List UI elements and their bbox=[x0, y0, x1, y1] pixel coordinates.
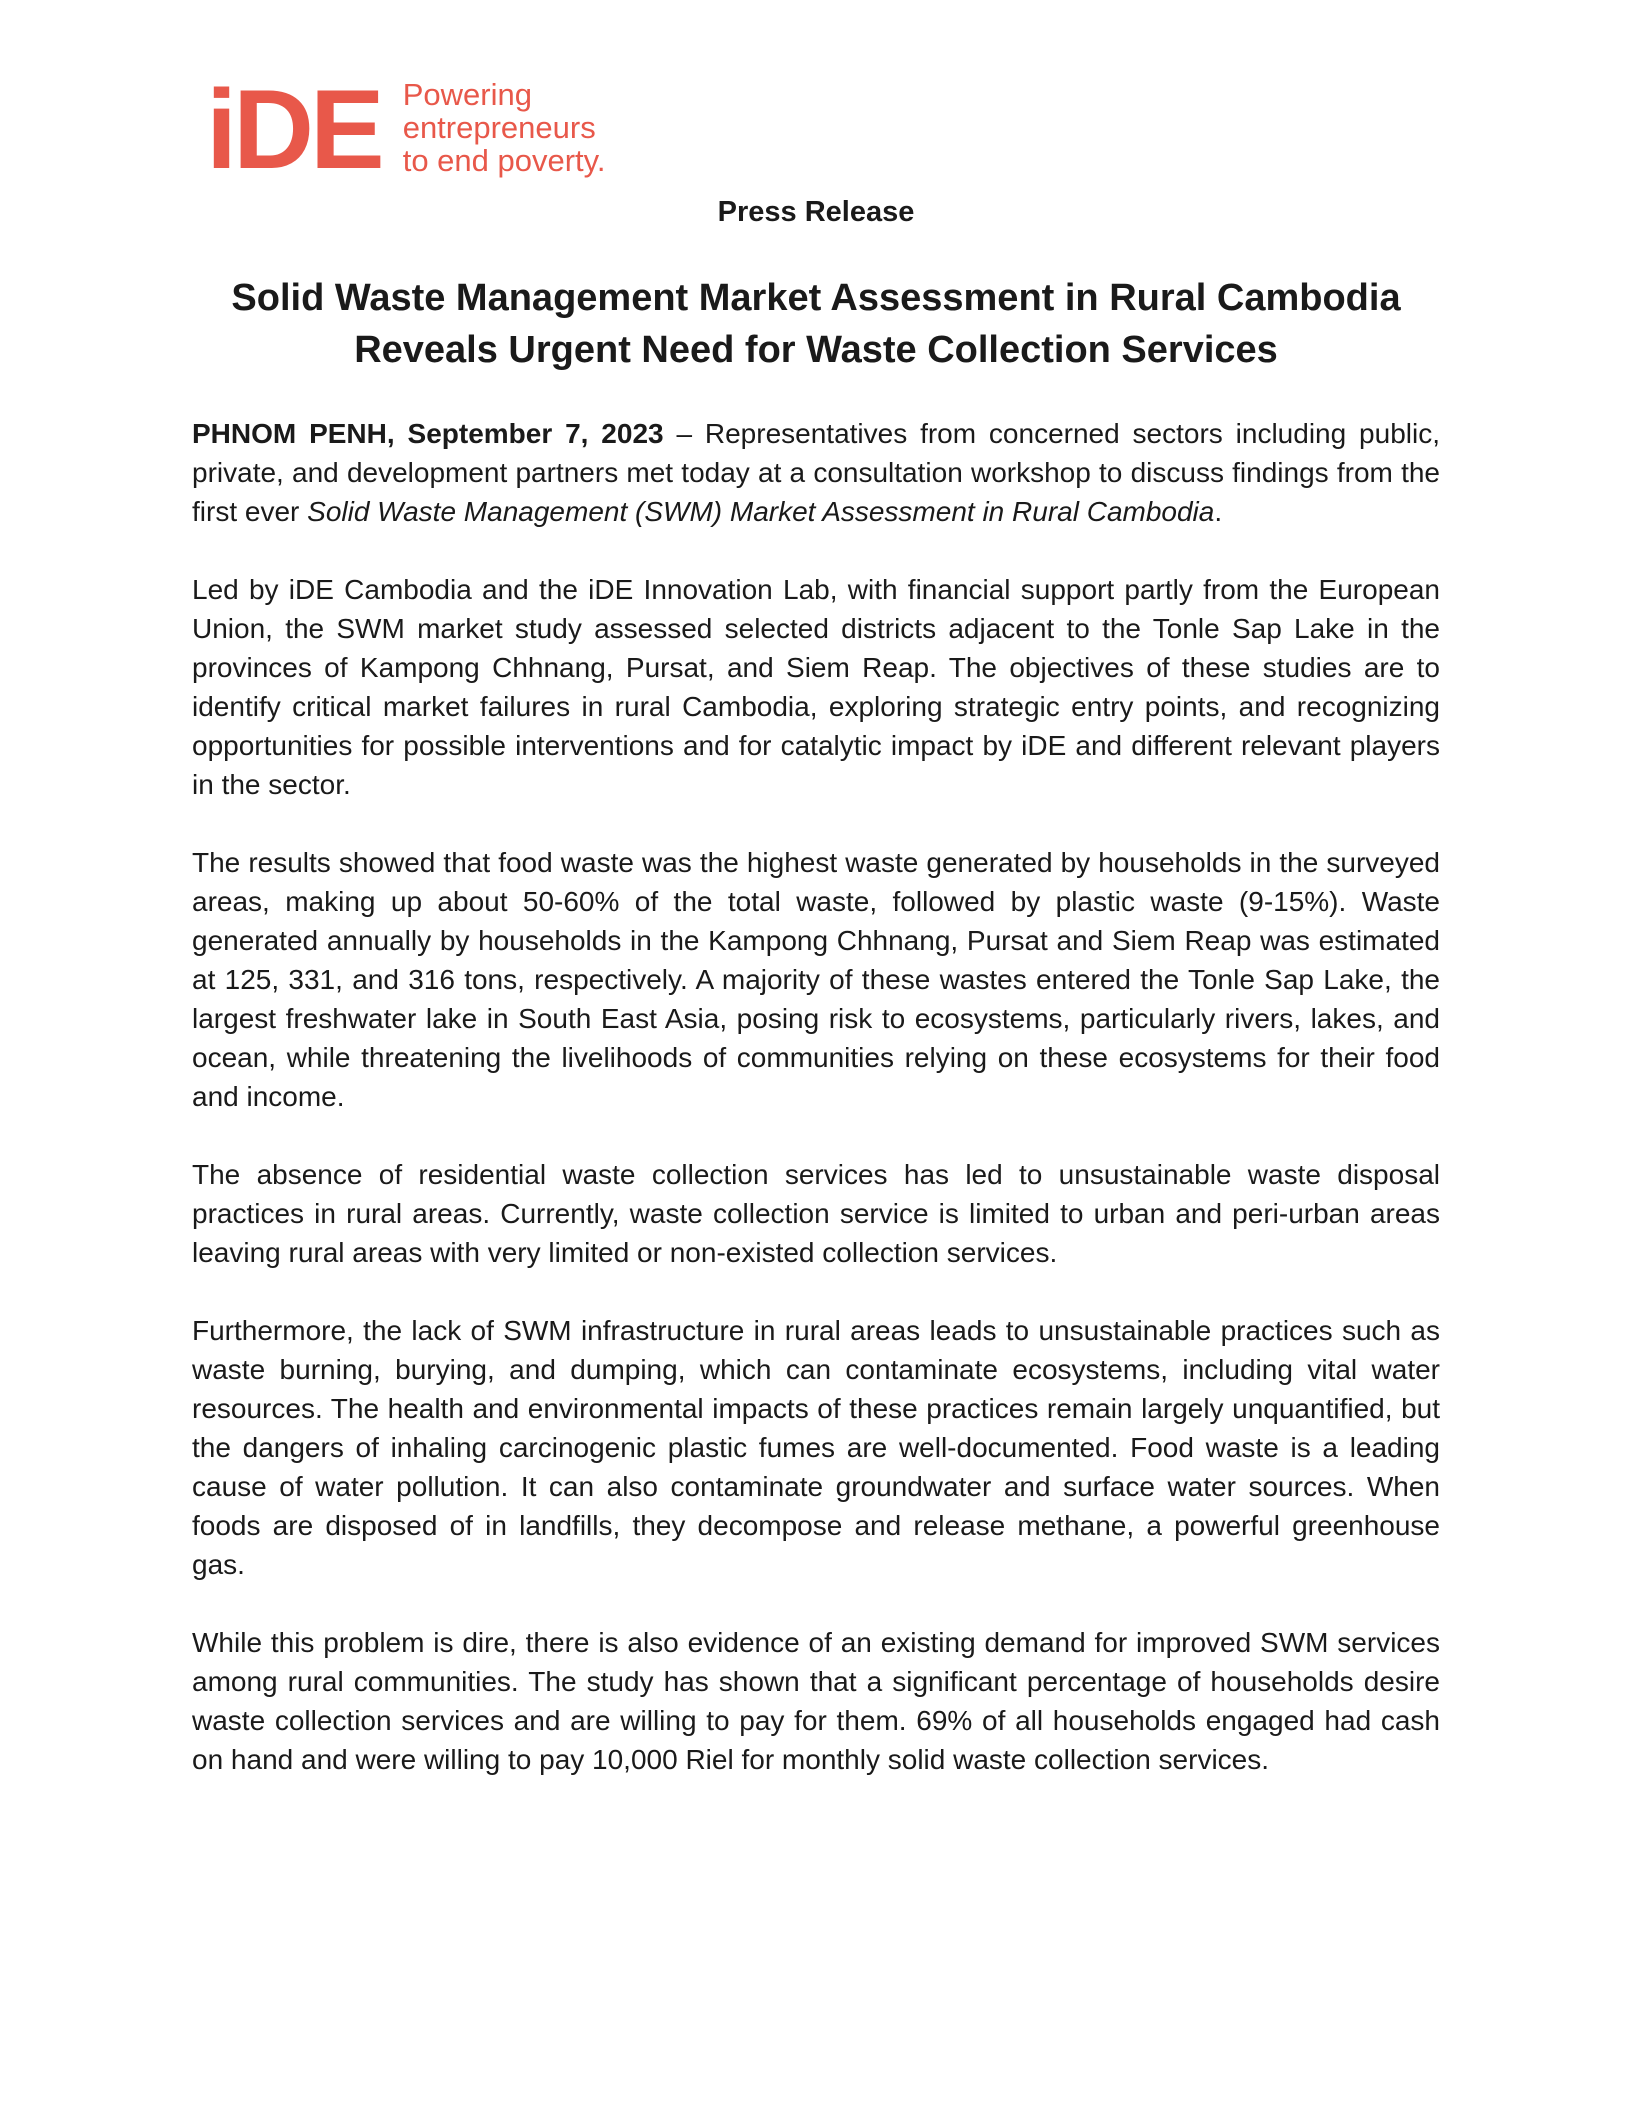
document-type-label: Press Release bbox=[717, 196, 915, 228]
press-release-body bbox=[192, 414, 1440, 1818]
logo-mark: iDE bbox=[206, 67, 381, 192]
logo-tagline-line-3: to end poverty. bbox=[402, 143, 606, 178]
paragraph-6: While this problem is dire, there is also evidence of an existing demand for improved SWM services among rural communities. The study has shown that a significant percentage of households desire waste collection services and are willing to pay for them. 69% of all households engaged had cash on hand and were willing to pay 10,000 Riel for monthly solid waste collection services. bbox=[192, 1627, 1440, 1775]
paragraph-3: The results showed that food waste was the highest waste generated by households in the surveyed areas, making up about 50-60% of the total waste, followed by plastic waste (9-15%). Waste generated annually by households in the Kampong Chhnang, Pursat and Siem Reap was estimated at 125, 331, and 316 tons, respectively. A majority of these wastes entered the Tonle Sap Lake, the largest freshwater lake in South East Asia, posing risk to ecosystems, particularly rivers, lakes, and ocean, while threatening the livelihoods of communities relying on these ecosystems for their food and income. bbox=[192, 847, 1440, 1112]
logo-tagline bbox=[403, 72, 606, 177]
logo-tagline-line-1: Powering bbox=[402, 77, 532, 112]
press-release-headline: Solid Waste Management Market Assessment in Rural Cambodia Reveals Urgent Need for Waste Collection Services bbox=[231, 277, 1401, 371]
paragraph-1-text: – Representatives from concerned sectors including public, private, and development partners met today at a consultation workshop to discuss findings from the first ever bbox=[192, 418, 1440, 527]
paragraph-5: Furthermore, the lack of SWM infrastructure in rural areas leads to unsustainable practices such as waste burning, burying, and dumping, which can contaminate ecosystems, including vital water resources. The health and environmental impacts of these practices remain largely unquantified, but the dangers of inhaling carcinogenic plastic fumes are well-documented. Food waste is a leading cause of water pollution. It can also contaminate groundwater and surface water sources. When foods are disposed of in landfills, they decompose and release methane, a powerful greenhouse gas. bbox=[192, 1315, 1440, 1580]
paragraph-2: Led by iDE Cambodia and the iDE Innovation Lab, with financial support partly from the European Union, the SWM market study assessed selected districts adjacent to the Tonle Sap Lake in the provinces of Kampong Chhnang, Pursat, and Siem Reap. The objectives of these studies are to identify critical market failures in rural Cambodia, exploring strategic entry points, and recognizing opportunities for possible interventions and for catalytic impact by iDE and different relevant players in the sector. bbox=[192, 574, 1440, 800]
paragraph-4: The absence of residential waste collection services has led to unsustainable waste disposal practices in rural areas. Currently, waste collection service is limited to urban and peri-urban areas leaving rural areas with very limited or non-existed collection services. bbox=[192, 1159, 1440, 1268]
assessment-title: Solid Waste Management (SWM) Market Assessment in Rural Cambodia bbox=[307, 496, 1215, 527]
ide-logo bbox=[206, 67, 606, 192]
paragraph-1-end: . bbox=[1214, 496, 1223, 527]
dateline: PHNOM PENH, September 7, 2023 bbox=[192, 418, 664, 449]
logo-tagline-line-2: entrepreneurs bbox=[402, 110, 596, 145]
paragraph-1 bbox=[192, 414, 1440, 531]
